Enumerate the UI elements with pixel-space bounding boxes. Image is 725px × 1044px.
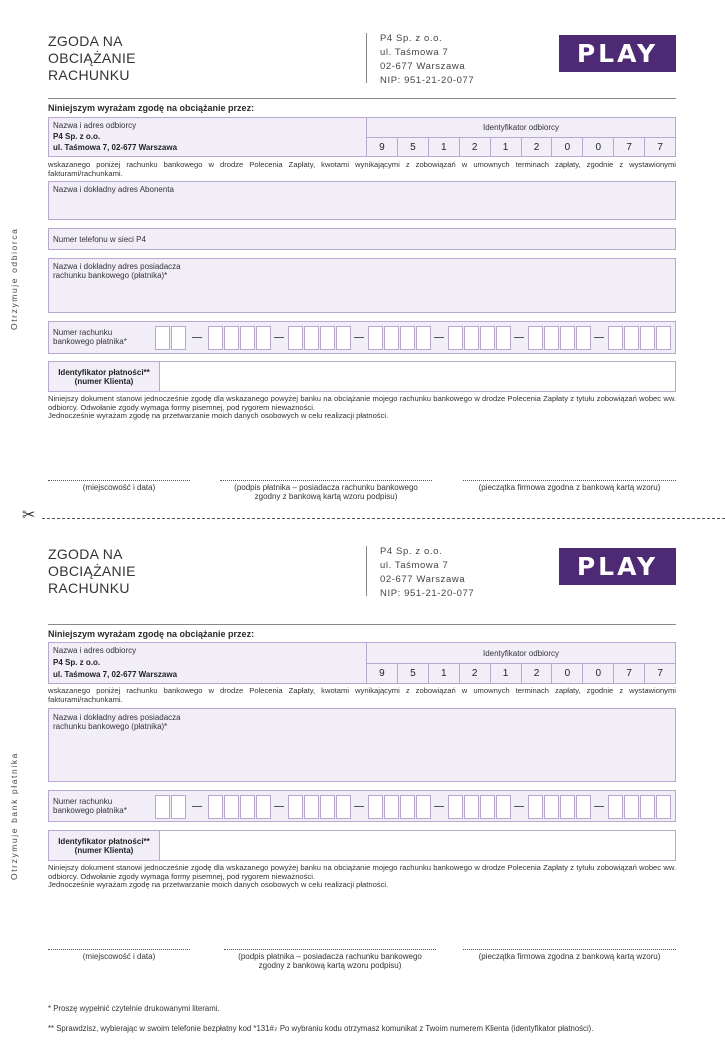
id-digit: 7 [644,664,675,683]
account-holder-label: Nazwa i dokładny adres posiadacza rachunku bankowego (płatnika)* [53,262,181,280]
recipient-table [48,117,676,157]
account-holder-field[interactable] [48,258,676,313]
id-digit: 5 [397,664,428,683]
account-group[interactable] [608,326,672,350]
footnote-1: * Proszę wypełnić czytelnie drukowanymi literami. [48,1004,220,1013]
id-digit: 7 [613,664,644,683]
account-number-label: Numer rachunku bankowego płatnika* [53,797,127,815]
recipient-id-digits [367,664,675,683]
scissors-icon: ✂ [22,507,36,524]
recipient-address: ul. Taśmowa 7, 02-677 Warszawa [53,143,178,152]
recipient-name: P4 Sp. z o.o. [53,132,101,141]
id-digit: 1 [428,138,459,156]
account-number-field [48,790,676,822]
id-digit: 7 [613,138,644,156]
account-number-field [48,321,676,354]
account-group[interactable] [155,326,187,350]
id-digit: 1 [428,664,459,683]
payment-id-input[interactable] [160,362,675,391]
account-holder-field[interactable] [48,708,676,782]
header-rule [48,98,676,99]
account-group[interactable] [448,326,512,350]
id-digit: 1 [490,138,521,156]
consent-heading: Niniejszym wyrażam zgodę na obciążanie przez: [48,103,255,113]
recipient-id-label: Identyfikator odbiorcy [482,123,560,132]
account-group[interactable] [448,795,512,819]
sig-place-date: (miejscowość i data) [82,483,156,492]
account-group[interactable] [368,795,432,819]
header-rule [48,624,676,625]
footnote-2: ** Sprawdzisz, wybierając w swoim telefonie bezpłatny kod *131#♪ Po wybraniu kodu otrzymasz komunikat z Twoim numerem Klienta (identyfikator płatności). [48,1024,594,1033]
subscriber-field[interactable] [48,181,676,220]
id-digit: 2 [459,138,490,156]
id-digit: 9 [379,668,385,679]
id-digit: 9 [379,141,385,153]
direct-debit-text: wskazanego poniżej rachunku bankowego w drodze Polecenia Zapłaty, kwotami wynikającymi z zobowiązań w umownych terminach zapłaty, zgodnie z wystawionymi fakturami/rachunkami. [48,686,676,704]
id-digit: 0 [582,138,613,156]
direct-debit-text: wskazanego poniżej rachunku bankowego w drodze Polecenia Zapłaty, kwotami wynikającymi z zobowiązań w umownych terminach zapłaty, zgodnie z wystawionymi fakturami/rachunkami. [48,160,676,178]
id-digit: 1 [490,664,521,683]
header-divider [366,546,367,596]
id-digit: 5 [397,138,428,156]
sig-payer: (podpis płatnika – posiadacza rachunku bankowego zgodny z bankową kartą wzoru podpisu) [234,483,418,501]
company-address: P4 Sp. z o.o. ul. Taśmowa 7 02-677 Warszawa NIP: 951-21-20-077 [380,33,475,86]
account-number-label: Numer rachunku bankowego płatnika* [53,328,127,346]
side-label-top: Otrzymuje odbiorca [9,227,19,330]
phone-field[interactable] [48,228,676,250]
recipient-name: P4 Sp. z o.o. [53,658,101,667]
payment-id-label: Identyfikator płatności** (numer Klienta) [58,367,150,386]
side-label-bottom: Otrzymuje bank płatnika [9,752,19,880]
footnotes [48,994,708,1044]
id-digit: 2 [521,138,552,156]
id-digit: 0 [551,138,582,156]
payment-id-field [48,361,676,392]
account-group[interactable] [155,795,187,819]
sig-stamp: (pieczątka firmowa zgodna z bankową kartą wzoru) [478,952,661,961]
id-digit: 2 [521,664,552,683]
account-group[interactable] [208,795,272,819]
recipient-id-label: Identyfikator odbiorcy [482,648,560,658]
consent-heading: Niniejszym wyrażam zgodę na obciążanie przez: [48,629,255,639]
recipient-id-digits [367,138,675,156]
form-title: ZGODA NA OBCIĄŻANIE RACHUNKU [48,546,136,596]
account-group[interactable] [288,795,352,819]
cut-line [42,518,725,519]
sig-stamp: (pieczątka firmowa zgodna z bankową kartą wzoru) [478,483,661,492]
recipient-label: Nazwa i adres odbiorcy [53,121,137,130]
recipient-table [48,642,676,684]
id-digit: 0 [582,664,613,683]
sig-payer: (podpis płatnika – posiadacza rachunku bankowego zgodny z bankową kartą wzoru podpisu) [238,952,422,970]
account-group[interactable] [528,795,592,819]
account-group[interactable] [528,326,592,350]
subscriber-label: Nazwa i dokładny adres Abonenta [53,185,174,194]
recipient-label: Nazwa i adres odbiorcy [53,646,137,655]
company-address: P4 Sp. z o.o. ul. Taśmowa 7 02-677 Warszawa NIP: 951-21-20-077 [380,546,475,599]
id-digit: 7 [644,138,675,156]
phone-label: Numer telefonu w sieci P4 [53,235,146,244]
account-group[interactable] [608,795,672,819]
account-group[interactable] [288,326,352,350]
payment-id-field [48,830,676,861]
sig-place-date: (miejscowość i data) [82,952,156,961]
account-group[interactable] [208,326,272,350]
legal-text: Niniejszy dokument stanowi jednocześnie zgodę dla wskazanego powyżej banku na obciążanie mojego rachunku bankowego w drodze Polecenia Zapłaty z tytułu zobowiązań wobec ww. odbiorcy. Odwołanie zgody wymaga formy pisemnej, pod rygorem nieważności. Jednocześnie wyrażam zgodę na przetwarzanie moich danych osobowych w celu realizacji płatności. [48,863,676,889]
id-digit: 0 [551,664,582,683]
payment-id-input[interactable] [160,831,675,860]
id-digit: 2 [459,664,490,683]
header-divider [366,33,367,83]
account-group[interactable] [368,326,432,350]
play-logo: PLAY [559,548,676,585]
account-holder-label: Nazwa i dokładny adres posiadacza rachunku bankowego (płatnika)* [53,713,181,731]
form-title: ZGODA NA OBCIĄŻANIE RACHUNKU [48,33,136,83]
play-logo: PLAY [559,35,676,72]
recipient-address: ul. Taśmowa 7, 02-677 Warszawa [53,670,178,679]
payment-id-label: Identyfikator płatności** (numer Klienta) [58,836,150,855]
legal-text: Niniejszy dokument stanowi jednocześnie zgodę dla wskazanego powyżej banku na obciążanie mojego rachunku bankowego w drodze Polecenia Zapłaty z tytułu zobowiązań wobec ww. odbiorcy. Odwołanie zgody wymaga formy pisemnej, pod rygorem nieważności. Jednocześnie wyrażam zgodę na przetwarzanie moich danych osobowych w celu realizacji płatności. [48,394,676,420]
